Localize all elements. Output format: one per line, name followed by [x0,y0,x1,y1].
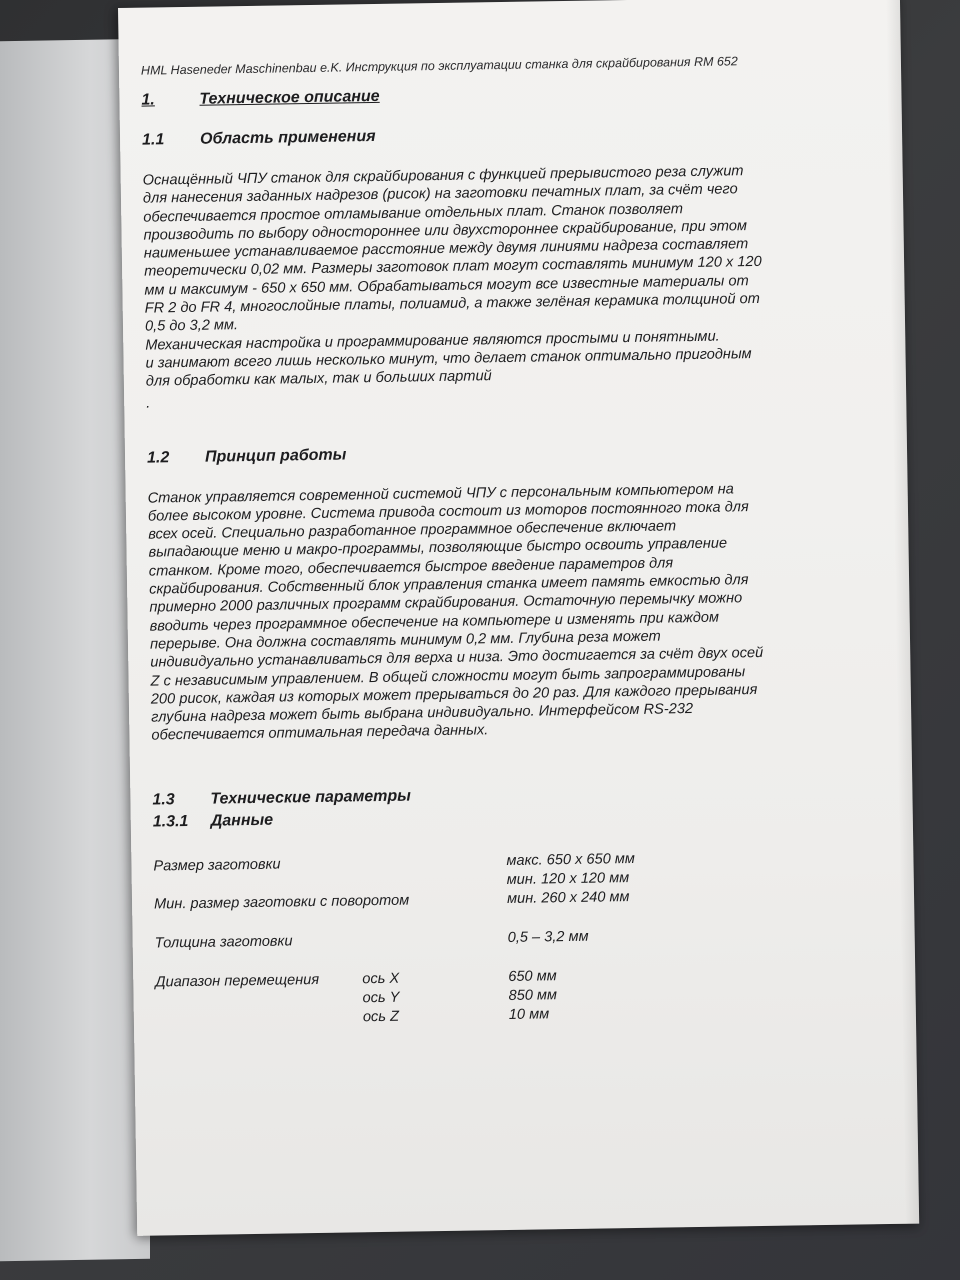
section-1-1-heading [142,121,842,150]
running-header: HML Haseneder Maschinenbau e.K. Инструкция по эксплуатации станка для скрайбирования RM 652 [140,54,738,78]
spec-axis [361,890,507,911]
section-1-heading [141,81,841,110]
spec-label [156,1008,363,1030]
section-title: Техническое описание [199,87,380,108]
section-title: Технические параметры [210,787,412,808]
page-content [141,53,856,1031]
spec-values [507,888,630,909]
section-number: 1.1 [141,131,165,149]
spec-values [508,967,557,987]
section-title: Принцип работы [204,446,347,466]
spec-axis [362,929,508,950]
spec-values [508,927,589,947]
section-title: Область применения [199,127,376,148]
spec-values [509,1005,550,1025]
spec-label: Диапазон перемещения [155,971,320,991]
section-number: 1. [141,91,155,109]
principle-paragraph: Станок управляется современной системой ЧПУ с персональным компьютером на более высоком уровне. Система привода состоит из моторов постоянного тока для всех осей. Специально разработанное программное обеспечение включает выпадающие меню и макро-программы, позволяющие быстро освоить управление станком. Кроме того, обеспечивается быстрое введение параметров для скрайбирования. Собственный блок управления станка имеет память емкостью для примерно 2000 различных программ скрайбирования. Остаточную перемычку можно вводить через программное обеспечение на компьютере и изменять при каждом перерыве. Она должна составлять минимум 0,2 мм. Глубина реза может индивидуально устанавливаться для верха и низа. Это достигается за счёт двух осей Z с независимым управлением. В общей сложности могут быть запрограммированы 200 рисок, каждая из которых может прерываться до 20 раз. Для каждого прерывания глубина надреза может быть выбрана индивидуально. Интерфейсом RS-232 обеспечивается оптимальная передача данных. [147,480,764,744]
section-1-2-heading [147,438,847,467]
spec-label: Мин. размер заготовки с поворотом [153,892,410,913]
application-paragraph: Оснащённый ЧПУ станок для скрайбирования с функцией прерывистого реза служит для нанесения заданных надрезов (рисок) на заготовки печатных плат, за счёт чего обеспечивается простое отламывание отдельных плат. Станок позволяет производить по выбору одностороннее или двухстороннее скрайбирование, при этом наименьшее устанавливаемое расстояние между двумя линиями надреза составляет теоретически 0,02 мм. Размеры заготовок плат могут составлять минимум 120 x 120 мм и максимум - 650 x 650 мм. Обрабатываться могут все известные материалы от FR 2 до FR 4, многослойные платы, полиамид, а также зелёная керамика толщиной от 0,5 до 3,2 мм. Механическая настройка и программирование являются простыми и понятными. и занимают всего лишь несколько минут, что делает станок оптимально пригодным для обработки как малых, так и больших партий [142,163,762,390]
spec-value: мин. 120 x 120 мм [506,869,630,888]
section-number: 1.3.1 [152,812,189,831]
spec-value: 650 мм [508,967,557,985]
spec-value: 0,5 – 3,2 мм [507,928,589,946]
spec-values [508,986,557,1006]
spec-value: 850 мм [508,986,558,1004]
spec-label: Размер заготовки [153,856,281,875]
spec-axis: ось Y [362,989,400,1006]
spec-table [153,846,856,1030]
spec-value: мин. 260 x 240 мм [506,888,630,907]
spec-value: макс. 650 x 650 мм [506,850,635,869]
spec-axis [360,852,507,892]
section-title: Данные [210,811,274,830]
spec-values [506,850,635,890]
section-number: 1.3 [152,790,175,809]
spec-axis: ось Z [362,1008,400,1025]
spec-axis: ось X [362,970,400,988]
spec-value: 10 мм [508,1006,550,1023]
section-number: 1.2 [146,448,170,467]
trailing-mark: . [146,395,151,412]
spec-label: Толщина заготовки [154,933,293,952]
document-page [118,0,919,1236]
